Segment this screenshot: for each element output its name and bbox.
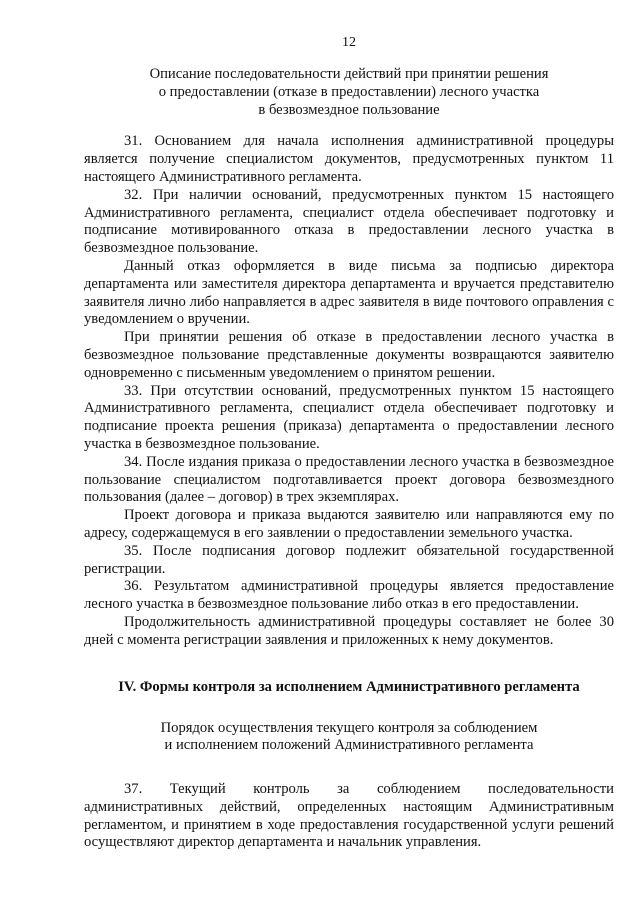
paragraph-33: 33. При отсутствии оснований, предусмотренных пунктом 15 настоящего Административного регламента, специалист отдела обеспечивает подготовку и подписание проекта решения (приказа) департамента о предоставлении лесного участка в безвозмездное пользование. (84, 382, 614, 452)
control-heading-line: Порядок осуществления текущего контроля за соблюдением (160, 719, 538, 736)
page-number: 12 (342, 35, 356, 50)
paragraph-documents-return: При принятии решения об отказе в предоставлении лесного участка в безвозмездное пользование представленные документы возвращаются заявителю одновременно с письменным уведомлением о принятом решении. (84, 329, 614, 381)
section-title: IV. Формы контроля за исполнением Административного регламента (118, 678, 580, 695)
paragraph-34: 34. После издания приказа о предоставлении лесного участка в безвозмездное пользование специалистом подготавливается проект договора безвозмездного пользования (далее – договор) в трех экземплярах. (84, 453, 614, 506)
paragraph-contract-delivery: Проект договора и приказа выдаются заявителю или направляются ему по адресу, содержащемуся в его заявлении о предоставлении земельного участка. (84, 507, 614, 541)
control-heading-line: и исполнением положений Административного регламента (164, 737, 534, 754)
procedure-heading-line: о предоставлении (отказе в предоставлении) лесного участка (158, 83, 540, 100)
paragraph-refusal-letter: Данный отказ оформляется в виде письма за подписью директора департамента или заместителя директора департамента и вручается представителю заявителя лично либо направляется в адрес заявителя в виде почтового оправления с уведомлением о вручении. (84, 257, 614, 328)
paragraph-32: 32. При наличии оснований, предусмотренных пунктом 15 настоящего Административного регламента, специалист отдела обеспечивает подготовку и подписание мотивированного отказа в предоставлении лесного участка в безвозмездное пользование. (84, 186, 614, 257)
procedure-heading-line: в безвозмездное пользование (258, 101, 440, 118)
control-heading (84, 720, 614, 756)
document-page (84, 34, 614, 852)
paragraph-36: 36. Результатом административной процедуры является предоставление лесного участка в безвозмездное пользование либо отказ в его предоставлении. (84, 578, 614, 613)
paragraph-duration: Продолжительность административной процедуры составляет не более 30 дней с момента регистрации заявления и приложенных к нему документов. (84, 613, 614, 648)
paragraph-37: 37. Текущий контроль за соблюдением последовательности административных действий, определенных настоящим Административным регламентом, и принятием в ходе предоставления государственной услуги решений осуществляют директор департамента и начальник управления. (84, 781, 614, 851)
procedure-heading-line: Описание последовательности действий при принятии решения (149, 66, 549, 82)
paragraph-31: 31. Основанием для начала исполнения административной процедуры является получение специалистом документов, предусмотренных пунктом 11 настоящего Административного регламента. (84, 133, 614, 185)
paragraph-35: 35. После подписания договор подлежит обязательной государственной регистрации. (84, 542, 614, 577)
procedure-heading (84, 66, 614, 119)
